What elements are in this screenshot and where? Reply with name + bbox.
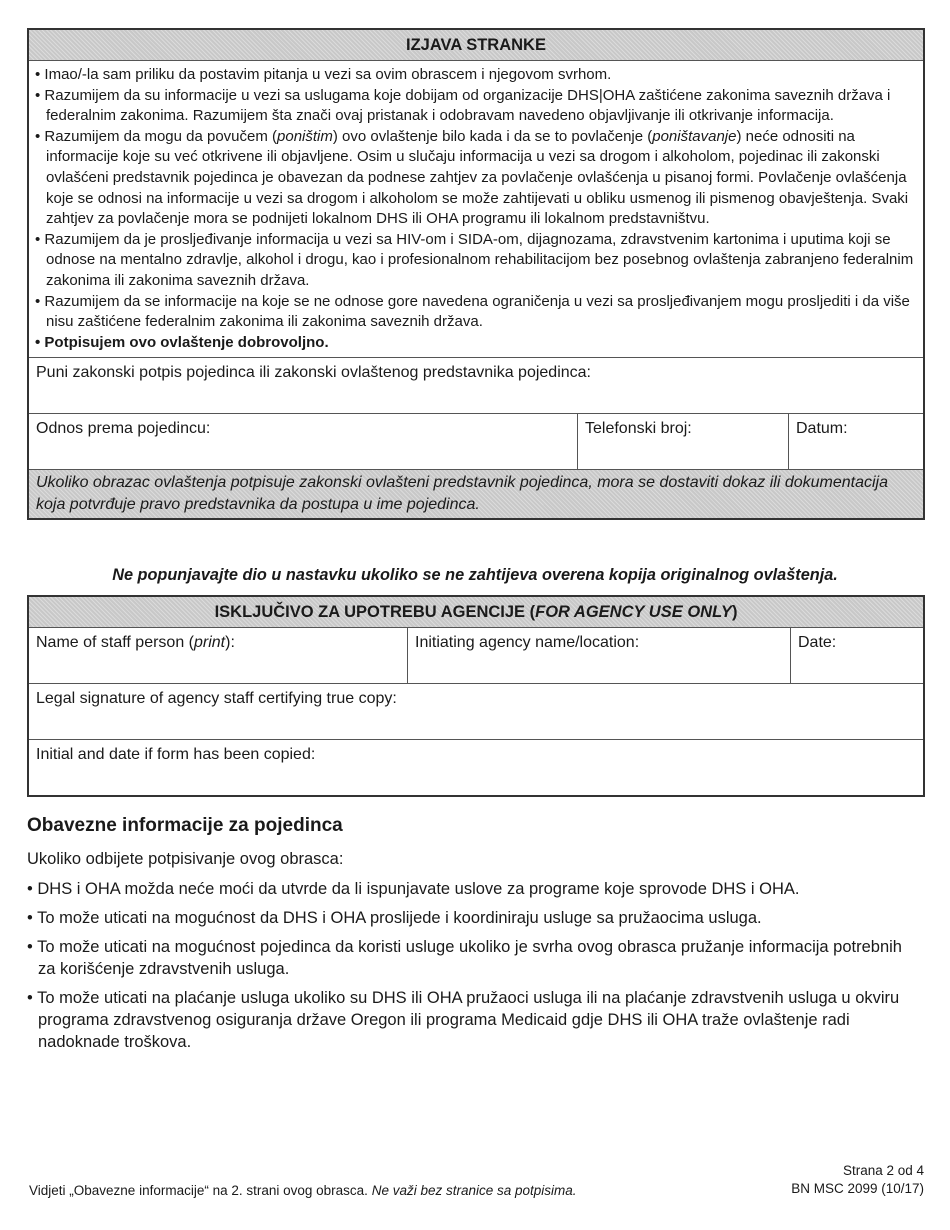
copy-initial-field[interactable] <box>29 739 923 795</box>
form-id: BN MSC 2099 (10/17) <box>791 1181 924 1196</box>
client-statement-list <box>29 61 923 357</box>
consequences-list <box>27 878 922 1053</box>
client-statement-title: IZJAVA STRANKE <box>29 30 923 61</box>
phone-field[interactable] <box>577 414 788 469</box>
consequence-item: • To može uticati na mogućnost da DHS i OHA proslijede i koordiniraju usluge sa pružaocima usluga. <box>27 909 762 927</box>
agency-signature-label: Legal signature of agency staff certifying true copy: <box>36 690 397 707</box>
staff-name-field[interactable]: Name of staff person (print): <box>36 634 235 651</box>
agency-row-1 <box>29 628 923 683</box>
statement-item: • Imao/-la sam priliku da postavim pitanja u vezi sa ovim obrascem i njegovom svrhom. <box>35 66 612 83</box>
date-label: Datum: <box>796 420 848 438</box>
client-statement-section <box>27 28 925 520</box>
statement-item: • Razumijem da se informacije na koje se ne odnose gore navedena ograničenja u vezi sa prosljeđivanjem mogu prosljediti i da više nisu zaštićene federalnim zakonima ili zakonima saveznih država. <box>35 292 910 331</box>
copy-notice: Ne popunjavajte dio u nastavku ukoliko se ne zahtijeva overena kopija originalnog ovlaštenja. <box>112 566 838 584</box>
agency-use-title: ISKLJUČIVO ZA UPOTREBU AGENCIJE (FOR AGENCY USE ONLY) <box>29 597 923 628</box>
signature-field[interactable] <box>29 357 923 413</box>
date-field[interactable] <box>788 414 923 469</box>
agency-use-section <box>27 595 925 797</box>
footer-page-info <box>791 1162 924 1198</box>
statement-item: • Razumijem da je prosljeđivanje informacija u vezi sa HIV-om i SIDA-om, dijagnozama, zdravstvenim kartonima i uputima koji se odnose na mentalno zdravlje, alkohol i drogu, kao i profesionalnom rehabilitacijom bez posebnog ovlaštenja zabranjeno federalnim zakonima ili zakonima saveznih država. <box>35 230 914 289</box>
footer-note: Vidjeti „Obavezne informacije“ na 2. strani ovog obrasca. Ne važi bez stranice sa potpisima. <box>29 1183 577 1198</box>
required-information-section <box>27 815 922 1060</box>
consequence-item: • DHS i OHA možda neće moći da utvrde da li ispunjavate uslove za programe koje sprovode DHS i OHA. <box>27 880 800 898</box>
signature-label: Puni zakonski potpis pojedinca ili zakonski ovlaštenog predstavnika pojedinca: <box>36 364 591 382</box>
statement-item-voluntary: • Potpisujem ovo ovlaštenje dobrovoljno. <box>35 333 329 351</box>
relation-field[interactable] <box>29 414 577 469</box>
required-information-heading: Obavezne informacije za pojedinca <box>27 815 343 836</box>
relation-row <box>29 413 923 469</box>
initiating-agency-field[interactable]: Initiating agency name/location: <box>407 628 790 683</box>
consequence-item: • To može uticati na mogućnost pojedinca da koristi usluge ukoliko je svrha ovog obrasca pružanje informacija potrebnih za korišćenje zdravstvenih usluga. <box>27 938 902 978</box>
page-number: Strana 2 od 4 <box>842 1163 924 1178</box>
representative-proof-note: Ukoliko obrazac ovlaštenja potpisuje zakonski ovlašteni predstavnik pojedinca, mora se dostaviti dokaz ili dokumentacija koja potvrđuje pravo predstavnika da postupa u ime pojedinca. <box>29 469 923 518</box>
statement-item: • Razumijem da su informacije u vezi sa uslugama koje dobijam od organizacije DHS|OHA zaštićene zakonima saveznih država i federalnim zakonima. Razumijem šta znači ovaj pristanak i odobravam navedeno objavljivanje ili otkrivanje informacija. <box>35 86 891 125</box>
copy-initial-label: Initial and date if form has been copied: <box>36 746 316 763</box>
agency-signature-field[interactable] <box>29 683 923 739</box>
consequence-item: • To može uticati na plaćanje usluga ukoliko su DHS ili OHA pružaoci usluga ili na plaćanje zdravstvenih usluga u okviru programa zdravstvenog osiguranja države Oregon ili programa Medicaid gdje DHS ili OHA traže ovlaštenje radi nadoknade troškova. <box>27 989 900 1051</box>
required-information-intro: Ukoliko odbijete potpisivanje ovog obrasca: <box>27 850 344 868</box>
relation-label: Odnos prema pojedincu: <box>36 420 211 438</box>
statement-item: • Razumijem da mogu da povučem (poništim) ovo ovlaštenje bilo kada i da se to povlačenje (poništavanje) neće odnositi na informacije koje su već otkrivene ili objavljene. Osim u slučaju informacija u vezi sa drogom i alkoholom, pojedinac ili zakonski ovlašćeni predstavnik pojedinca je obavezan da podnese zahtjev za povlačenje ovlašćenja u pisanoj formi. Povlačenje ovlašćenja koje se odnosi na informacije u vezi sa drogom i alkoholom se može zahtijevati u obliku usmenog ili pismenog obavještenja. Svaki zahtjev za povlačenje mora se podnijeti lokalnom DHS ili OHA programu ili lokalnom predstavništvu. <box>35 127 909 228</box>
phone-label: Telefonski broj: <box>585 420 692 438</box>
agency-date-field[interactable]: Date: <box>790 628 923 683</box>
